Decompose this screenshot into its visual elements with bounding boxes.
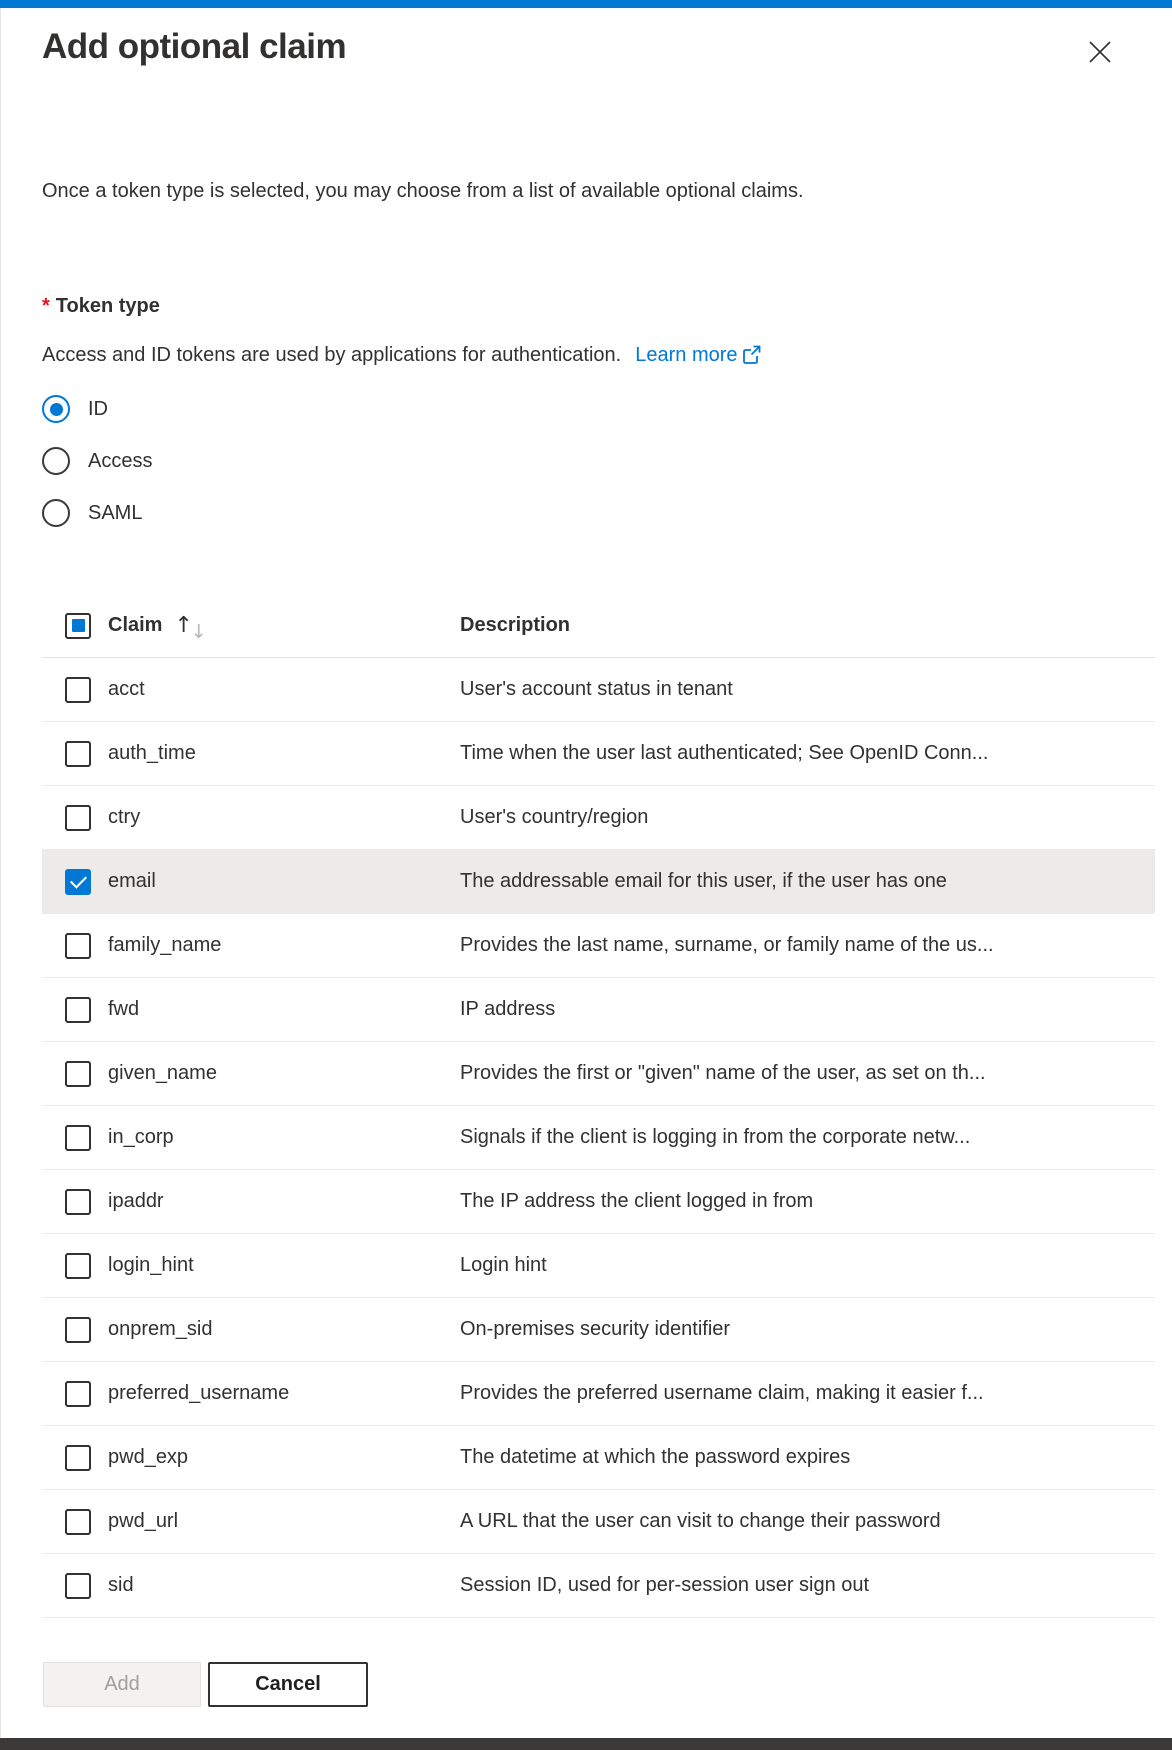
- claim-description: A URL that the user can visit to change their password: [460, 1510, 941, 1532]
- claims-table-body: [42, 658, 1155, 1618]
- row-checkbox[interactable]: [65, 741, 91, 767]
- row-checkbox[interactable]: [65, 1509, 91, 1535]
- claim-column-header[interactable]: [108, 613, 460, 638]
- row-checkbox[interactable]: [65, 1125, 91, 1151]
- row-checkbox[interactable]: [65, 1317, 91, 1343]
- radio-option-access[interactable]: [42, 438, 152, 484]
- claim-name: auth_time: [108, 742, 196, 764]
- sort-descending-icon: ↓: [190, 621, 207, 638]
- page-title: Add optional claim: [42, 27, 347, 66]
- row-checkbox[interactable]: [65, 1189, 91, 1215]
- claim-description: Provides the preferred username claim, making it easier f...: [460, 1382, 984, 1404]
- claim-name: email: [108, 870, 156, 892]
- external-link-icon: [741, 344, 762, 371]
- radio-option-label: SAML: [88, 501, 143, 524]
- table-row[interactable]: [42, 914, 1155, 978]
- close-button[interactable]: [1080, 33, 1120, 73]
- table-header-row: [42, 594, 1155, 658]
- claim-name: sid: [108, 1574, 134, 1596]
- claim-name: login_hint: [108, 1254, 194, 1276]
- claim-description: The datetime at which the password expires: [460, 1446, 851, 1468]
- claim-description: IP address: [460, 998, 556, 1020]
- radio-icon: [42, 395, 70, 423]
- claim-name: family_name: [108, 934, 222, 956]
- claim-description: Time when the user last authenticated; See OpenID Conn...: [460, 742, 989, 764]
- table-row[interactable]: [42, 658, 1155, 722]
- intro-text: Once a token type is selected, you may choose from a list of available optional claims.: [42, 180, 804, 202]
- claim-name: acct: [108, 678, 145, 700]
- claim-name: preferred_username: [108, 1382, 290, 1404]
- claim-description: On-premises security identifier: [460, 1318, 731, 1340]
- token-type-radio-group: [42, 386, 152, 542]
- table-row[interactable]: [42, 1490, 1155, 1554]
- claim-description: User's account status in tenant: [460, 678, 733, 700]
- row-checkbox[interactable]: [65, 805, 91, 831]
- sort-icons: [174, 613, 206, 638]
- row-checkbox[interactable]: [65, 1445, 91, 1471]
- claim-description: The IP address the client logged in from: [460, 1190, 814, 1212]
- claim-description: User's country/region: [460, 806, 649, 828]
- required-asterisk: *: [42, 295, 50, 317]
- top-accent-bar: [0, 0, 1172, 8]
- row-checkbox[interactable]: [65, 1381, 91, 1407]
- row-checkbox[interactable]: [65, 677, 91, 703]
- token-type-description: [42, 342, 762, 369]
- table-row[interactable]: [42, 1298, 1155, 1362]
- bottom-dark-bar: [0, 1738, 1172, 1750]
- claim-description: Session ID, used for per-session user sign out: [460, 1574, 870, 1596]
- token-type-label-text: Token type: [55, 295, 160, 317]
- row-checkbox[interactable]: [65, 933, 91, 959]
- radio-option-label: ID: [88, 397, 108, 420]
- claim-name: pwd_url: [108, 1510, 179, 1532]
- panel-left-border: [0, 8, 1, 1750]
- table-row[interactable]: [42, 850, 1155, 914]
- claim-description: Login hint: [460, 1254, 547, 1276]
- claim-name: in_corp: [108, 1126, 174, 1148]
- radio-icon: [42, 447, 70, 475]
- checkmark-icon: [70, 872, 87, 889]
- claim-description: Provides the last name, surname, or family name of the us...: [460, 934, 994, 956]
- claim-description: Provides the first or "given" name of the user, as set on th...: [460, 1062, 986, 1084]
- table-row[interactable]: [42, 1234, 1155, 1298]
- indeterminate-mark-icon: [72, 619, 85, 632]
- table-row[interactable]: [42, 1170, 1155, 1234]
- radio-option-saml[interactable]: [42, 490, 152, 536]
- table-row[interactable]: [42, 786, 1155, 850]
- table-row[interactable]: [42, 1042, 1155, 1106]
- claim-name: fwd: [108, 998, 140, 1020]
- description-column-header: Description: [460, 614, 571, 636]
- row-checkbox[interactable]: [65, 1573, 91, 1599]
- radio-option-id[interactable]: [42, 386, 152, 432]
- table-row[interactable]: [42, 1554, 1155, 1618]
- add-button[interactable]: Add: [43, 1662, 201, 1707]
- table-row[interactable]: [42, 1362, 1155, 1426]
- radio-icon: [42, 499, 70, 527]
- select-all-checkbox[interactable]: [65, 613, 91, 639]
- sort-ascending-icon: ↑: [174, 613, 193, 638]
- token-type-label: [42, 295, 160, 318]
- claim-name: ipaddr: [108, 1190, 164, 1212]
- claim-name: ctry: [108, 806, 141, 828]
- row-checkbox[interactable]: [65, 869, 91, 895]
- table-row[interactable]: [42, 978, 1155, 1042]
- cancel-button[interactable]: Cancel: [208, 1662, 368, 1707]
- learn-more-link[interactable]: Learn more: [635, 344, 738, 366]
- row-checkbox[interactable]: [65, 1253, 91, 1279]
- claim-column-header-label: Claim: [108, 614, 163, 636]
- claim-name: given_name: [108, 1062, 217, 1084]
- claim-name: onprem_sid: [108, 1318, 213, 1340]
- table-row[interactable]: [42, 722, 1155, 786]
- row-checkbox[interactable]: [65, 1061, 91, 1087]
- claim-name: pwd_exp: [108, 1446, 189, 1468]
- claims-table: [42, 594, 1155, 1618]
- table-row[interactable]: [42, 1106, 1155, 1170]
- claim-description: The addressable email for this user, if the user has one: [460, 870, 947, 892]
- token-type-description-text: Access and ID tokens are used by applications for authentication.: [42, 344, 622, 366]
- radio-option-label: Access: [88, 449, 153, 472]
- claim-description: Signals if the client is logging in from the corporate netw...: [460, 1126, 971, 1148]
- row-checkbox[interactable]: [65, 997, 91, 1023]
- table-row[interactable]: [42, 1426, 1155, 1490]
- close-icon: [1086, 38, 1114, 69]
